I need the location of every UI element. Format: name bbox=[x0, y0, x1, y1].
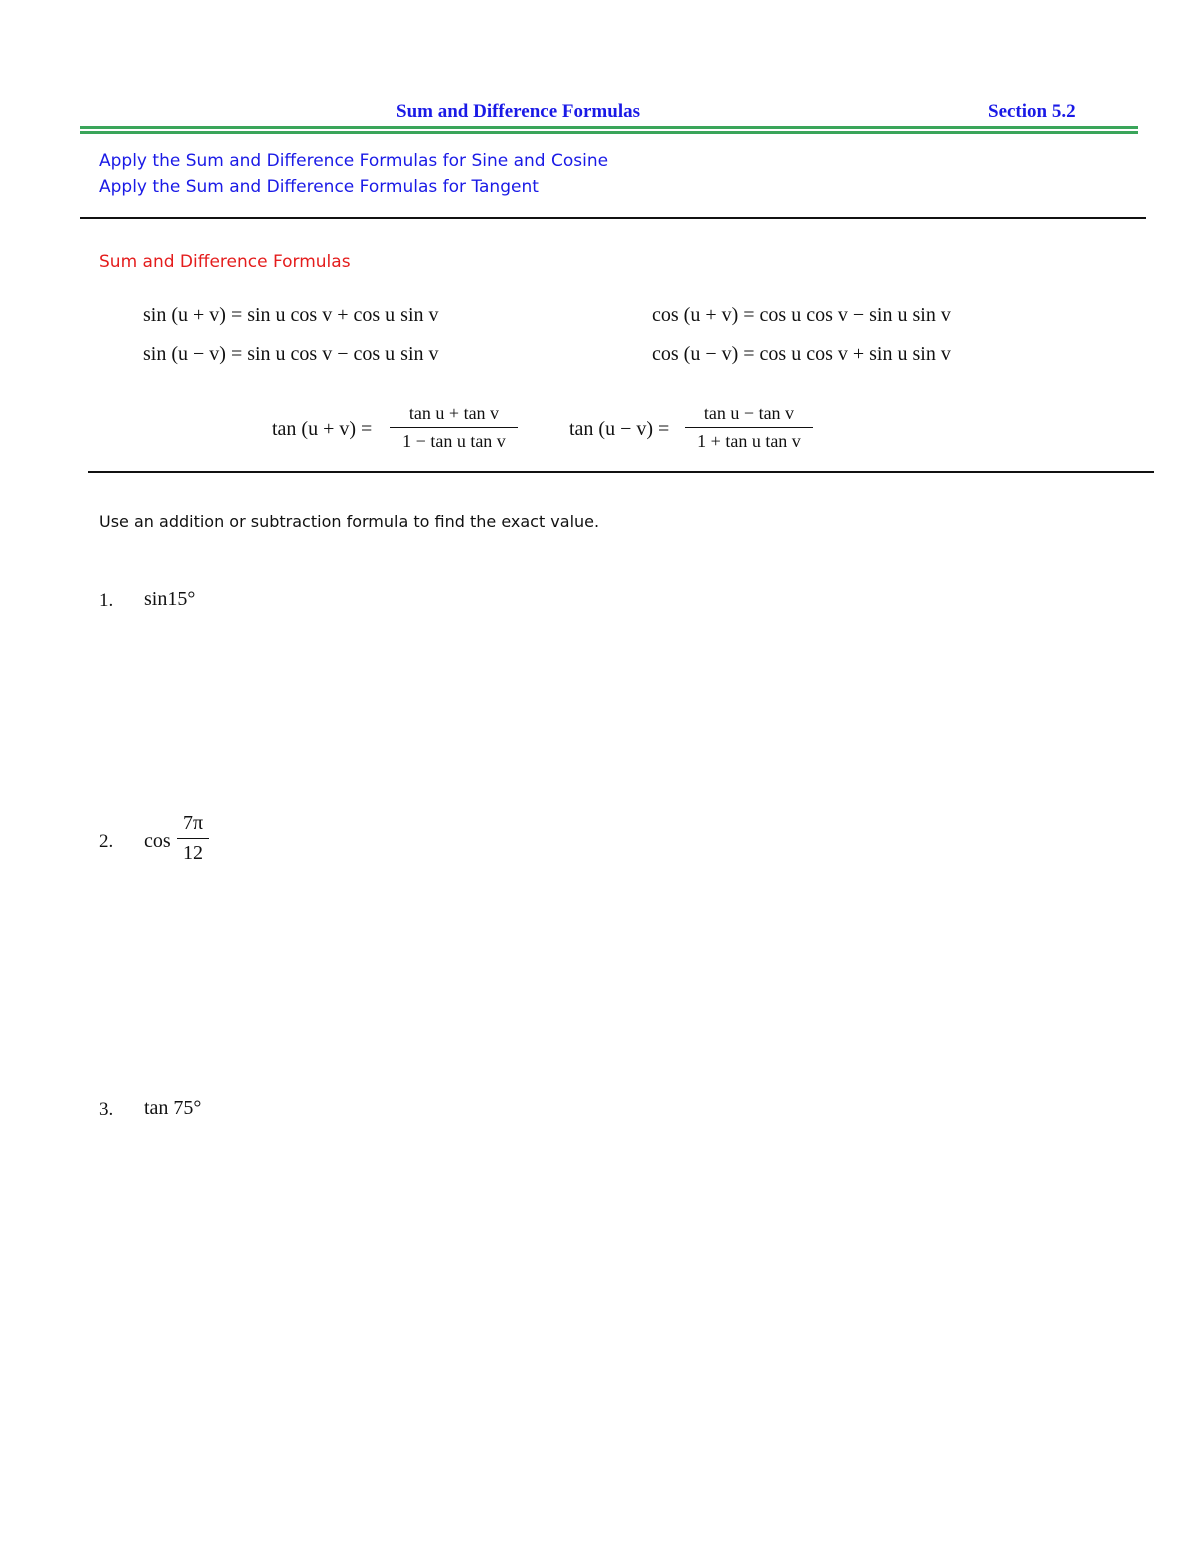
problem-2-denominator: 12 bbox=[183, 842, 203, 864]
problem-2-number: 2. bbox=[99, 831, 114, 852]
tan-sum-numerator: tan u + tan v bbox=[408, 403, 500, 423]
objective-2: Apply the Sum and Difference Formulas for Tangent bbox=[99, 177, 539, 197]
objectives-divider bbox=[80, 217, 1146, 219]
formula-cos-sum: cos (u + v) = cos u cos v − sin u sin v bbox=[652, 304, 951, 326]
fraction-bar bbox=[685, 427, 813, 428]
problem-3-number: 3. bbox=[99, 1099, 114, 1120]
instructions: Use an addition or subtraction formula to find the exact value. bbox=[99, 512, 600, 531]
problem-1-expression: sin15° bbox=[144, 588, 196, 610]
problem-2-fraction bbox=[177, 812, 209, 865]
problem-3-expression: tan 75° bbox=[144, 1097, 202, 1119]
fraction-bar bbox=[177, 838, 209, 839]
formula-cos-diff: cos (u − v) = cos u cos v + sin u sin v bbox=[652, 343, 951, 365]
formula-tan-sum-fraction bbox=[390, 403, 518, 452]
page-title: Sum and Difference Formulas bbox=[396, 101, 640, 122]
formula-tan-sum-lhs: tan (u + v) = bbox=[272, 418, 373, 440]
formula-sin-diff: sin (u − v) = sin u cos v − cos u sin v bbox=[143, 343, 439, 365]
tan-diff-numerator: tan u − tan v bbox=[703, 403, 795, 423]
header-rule-top bbox=[80, 126, 1138, 129]
formulas-heading: Sum and Difference Formulas bbox=[99, 252, 351, 272]
section-label: Section 5.2 bbox=[988, 101, 1076, 122]
formula-tan-diff-lhs: tan (u − v) = bbox=[569, 418, 670, 440]
formula-sin-sum: sin (u + v) = sin u cos v + cos u sin v bbox=[143, 304, 439, 326]
problem-2-numerator: 7π bbox=[182, 812, 204, 834]
tan-sum-denominator: 1 − tan u tan v bbox=[402, 431, 506, 451]
fraction-bar bbox=[390, 427, 518, 428]
tan-diff-denominator: 1 + tan u tan v bbox=[697, 431, 801, 451]
objective-1: Apply the Sum and Difference Formulas for Sine and Cosine bbox=[99, 151, 609, 171]
formulas-divider bbox=[88, 471, 1154, 473]
header-rule-bottom bbox=[80, 131, 1138, 134]
problem-2-function: cos bbox=[144, 830, 171, 852]
formula-tan-diff-fraction bbox=[685, 403, 813, 452]
problem-1-number: 1. bbox=[99, 590, 114, 611]
